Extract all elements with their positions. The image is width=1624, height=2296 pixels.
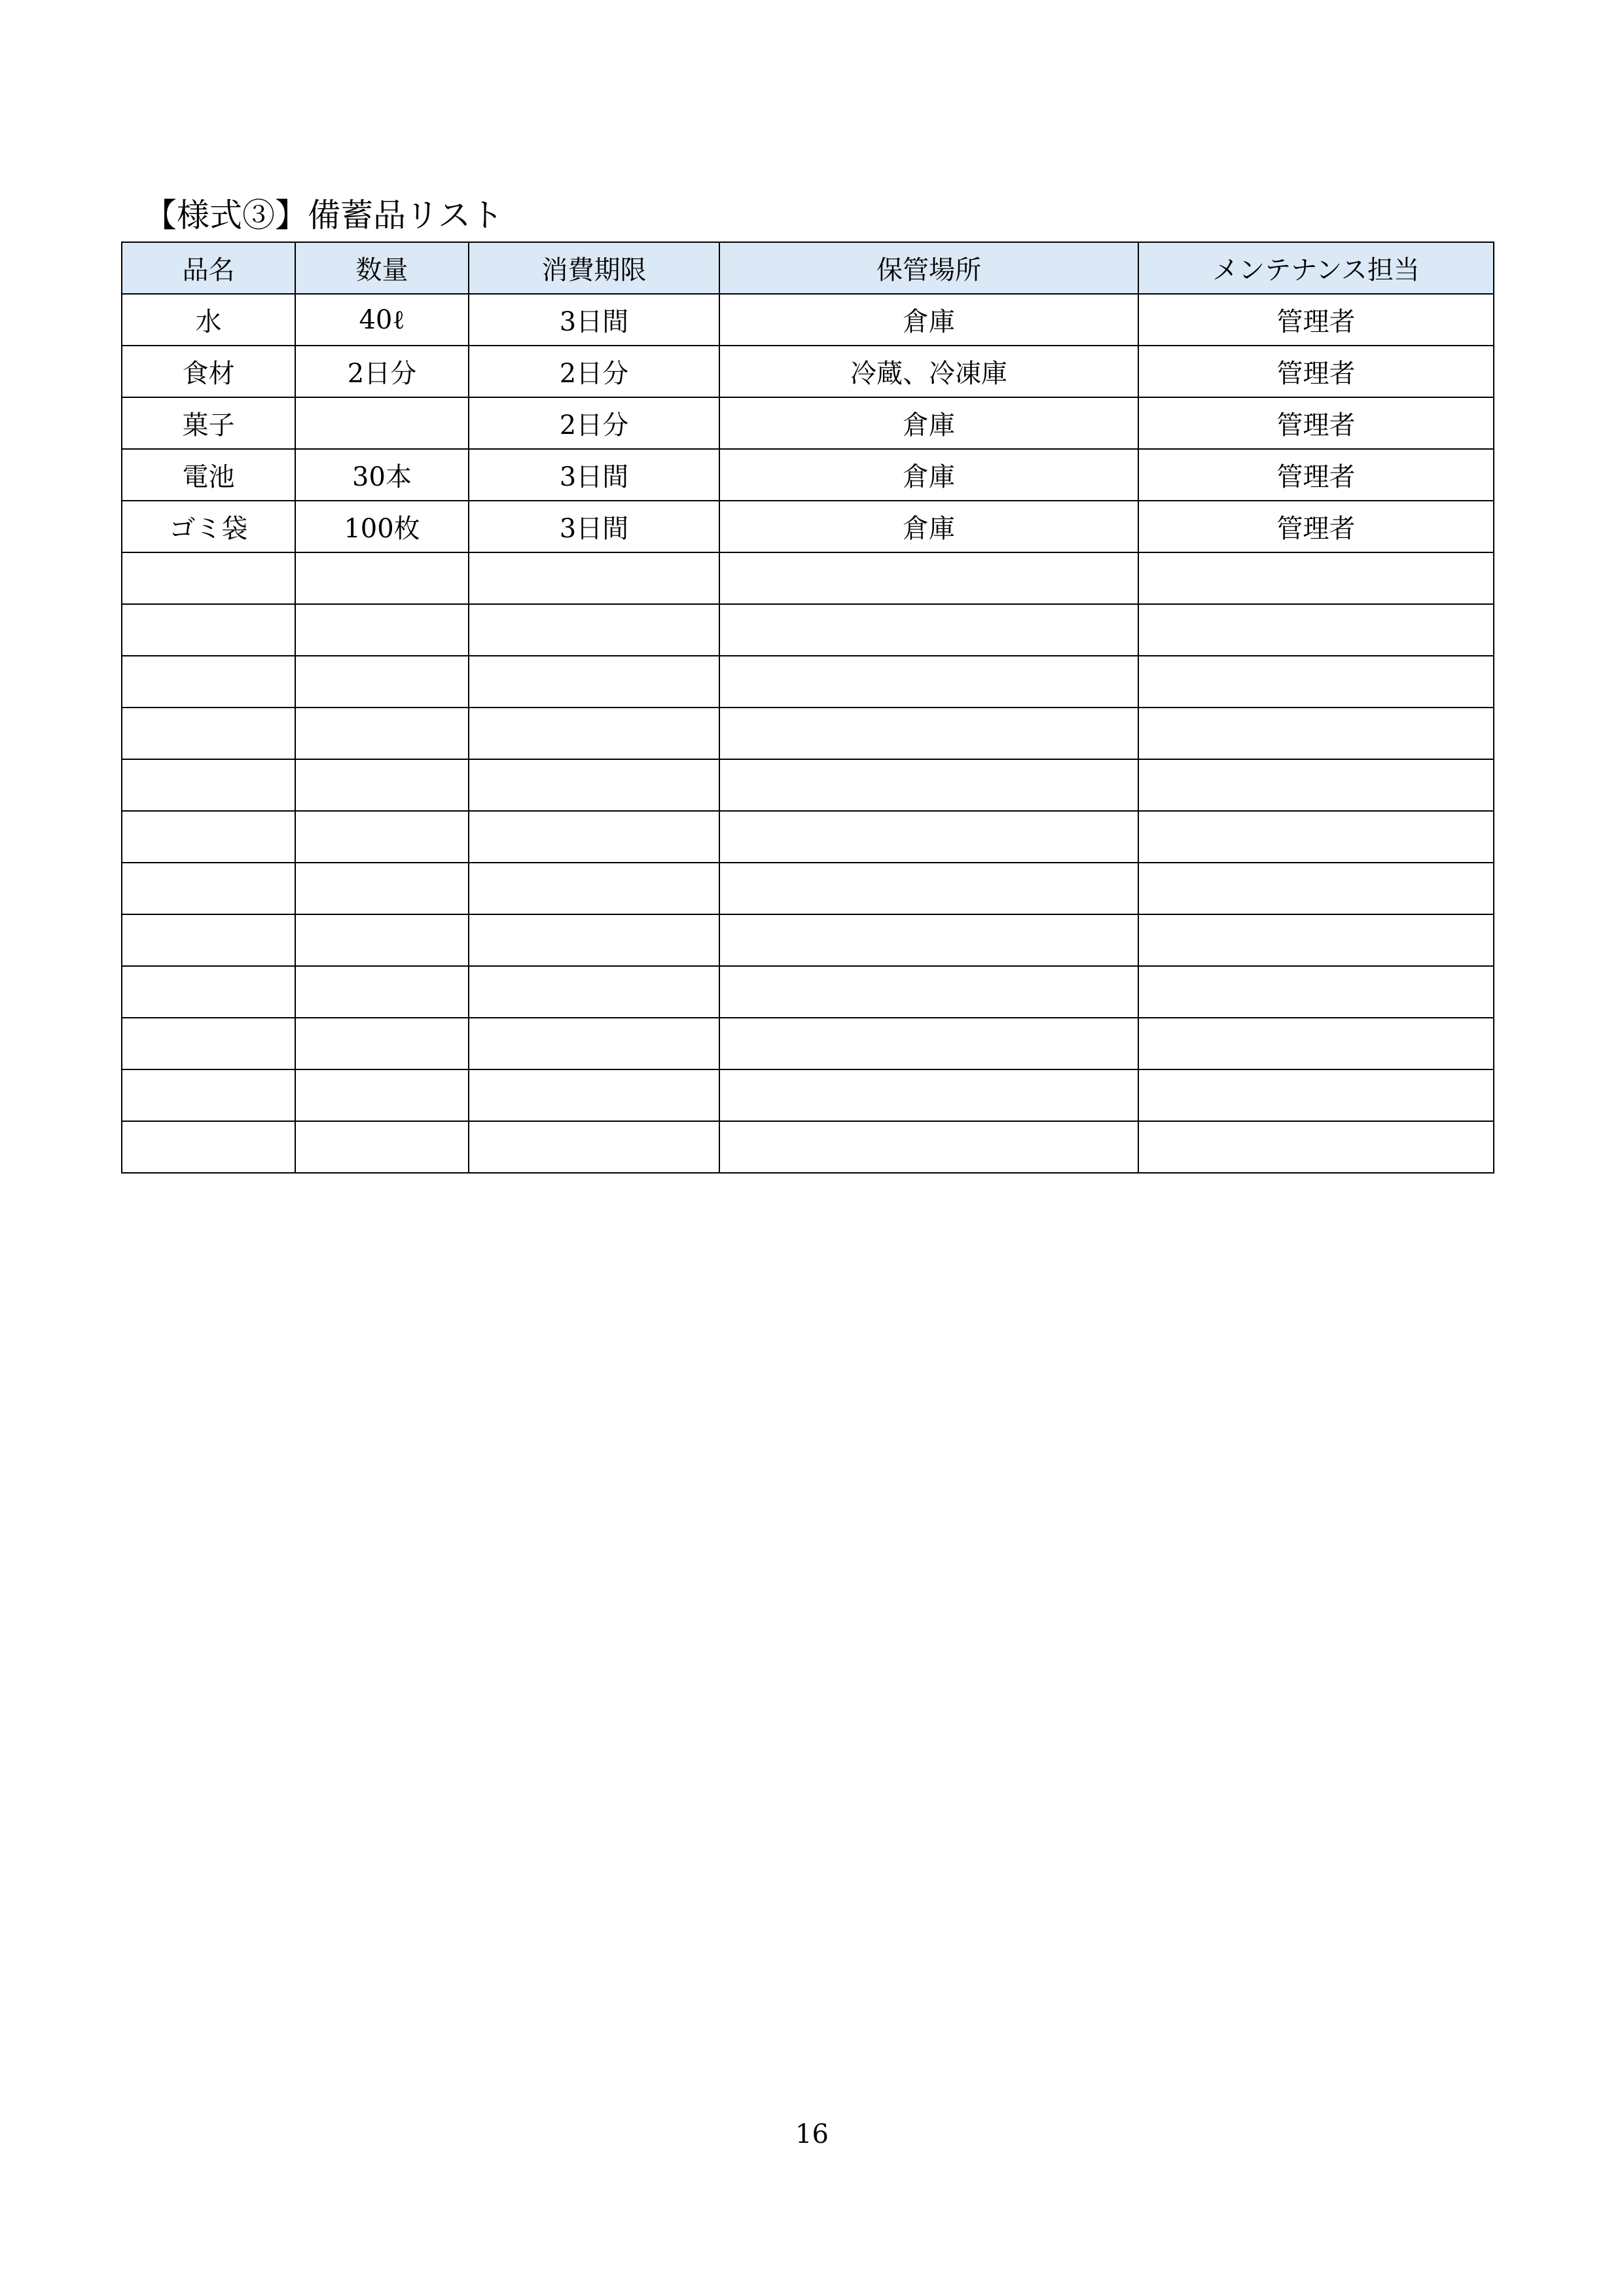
cell-maintenance-owner	[1138, 863, 1494, 914]
cell-expiry	[469, 1121, 719, 1173]
cell-maintenance-owner: 管理者	[1138, 294, 1494, 346]
table-row	[122, 501, 1494, 552]
cell-quantity	[295, 759, 469, 811]
cell-storage-location: 倉庫	[719, 294, 1138, 346]
cell-expiry	[469, 604, 719, 656]
cell-item-name: ゴミ袋	[122, 501, 295, 552]
cell-quantity	[295, 1018, 469, 1069]
table-row	[122, 914, 1494, 966]
cell-maintenance-owner	[1138, 1018, 1494, 1069]
cell-storage-location: 倉庫	[719, 501, 1138, 552]
cell-expiry	[469, 1069, 719, 1121]
cell-maintenance-owner	[1138, 1069, 1494, 1121]
cell-item-name: 電池	[122, 449, 295, 501]
cell-maintenance-owner	[1138, 552, 1494, 604]
stockpile-table	[121, 242, 1494, 1174]
cell-storage-location	[719, 1018, 1138, 1069]
cell-maintenance-owner: 管理者	[1138, 346, 1494, 397]
document-title: 【様式③】備蓄品リスト	[144, 196, 503, 234]
cell-storage-location	[719, 1121, 1138, 1173]
cell-quantity	[295, 397, 469, 449]
cell-expiry	[469, 708, 719, 759]
header-maintenance-owner: メンテナンス担当	[1138, 242, 1494, 294]
cell-storage-location	[719, 708, 1138, 759]
cell-quantity	[295, 914, 469, 966]
cell-item-name: 食材	[122, 346, 295, 397]
cell-quantity	[295, 863, 469, 914]
cell-quantity	[295, 708, 469, 759]
cell-expiry: 3日間	[469, 449, 719, 501]
cell-quantity	[295, 604, 469, 656]
table-row	[122, 449, 1494, 501]
table-row	[122, 1069, 1494, 1121]
cell-quantity: 30本	[295, 449, 469, 501]
cell-expiry	[469, 552, 719, 604]
cell-maintenance-owner: 管理者	[1138, 397, 1494, 449]
table-row	[122, 759, 1494, 811]
cell-expiry	[469, 863, 719, 914]
cell-quantity: 40ℓ	[295, 294, 469, 346]
cell-storage-location: 冷蔵、冷凍庫	[719, 346, 1138, 397]
cell-storage-location	[719, 863, 1138, 914]
cell-expiry	[469, 966, 719, 1018]
page-number: 16	[795, 2119, 829, 2149]
cell-quantity	[295, 656, 469, 708]
cell-storage-location	[719, 604, 1138, 656]
cell-quantity	[295, 1121, 469, 1173]
cell-quantity: 100枚	[295, 501, 469, 552]
cell-expiry: 3日間	[469, 294, 719, 346]
table-row	[122, 346, 1494, 397]
cell-expiry: 3日間	[469, 501, 719, 552]
table-row	[122, 397, 1494, 449]
cell-storage-location	[719, 1069, 1138, 1121]
cell-storage-location	[719, 811, 1138, 863]
header-expiry: 消費期限	[469, 242, 719, 294]
cell-item-name	[122, 914, 295, 966]
cell-storage-location	[719, 914, 1138, 966]
cell-quantity: 2日分	[295, 346, 469, 397]
cell-item-name	[122, 863, 295, 914]
table-header-row	[122, 242, 1494, 294]
cell-item-name	[122, 1018, 295, 1069]
cell-storage-location	[719, 656, 1138, 708]
cell-item-name	[122, 708, 295, 759]
cell-item-name	[122, 1069, 295, 1121]
table-row	[122, 708, 1494, 759]
cell-item-name	[122, 552, 295, 604]
cell-maintenance-owner	[1138, 1121, 1494, 1173]
cell-maintenance-owner: 管理者	[1138, 449, 1494, 501]
cell-expiry	[469, 1018, 719, 1069]
cell-quantity	[295, 552, 469, 604]
cell-item-name	[122, 1121, 295, 1173]
cell-expiry: 2日分	[469, 346, 719, 397]
cell-expiry: 2日分	[469, 397, 719, 449]
cell-quantity	[295, 811, 469, 863]
table-row	[122, 1121, 1494, 1173]
cell-expiry	[469, 811, 719, 863]
cell-maintenance-owner	[1138, 759, 1494, 811]
cell-item-name	[122, 656, 295, 708]
table-row	[122, 966, 1494, 1018]
table-row	[122, 811, 1494, 863]
header-quantity: 数量	[295, 242, 469, 294]
cell-maintenance-owner	[1138, 914, 1494, 966]
table-row	[122, 294, 1494, 346]
cell-maintenance-owner	[1138, 811, 1494, 863]
table-row	[122, 863, 1494, 914]
table-row	[122, 604, 1494, 656]
cell-expiry	[469, 914, 719, 966]
cell-maintenance-owner	[1138, 708, 1494, 759]
cell-item-name	[122, 604, 295, 656]
cell-item-name	[122, 811, 295, 863]
cell-quantity	[295, 966, 469, 1018]
cell-storage-location	[719, 966, 1138, 1018]
cell-maintenance-owner	[1138, 656, 1494, 708]
cell-maintenance-owner	[1138, 966, 1494, 1018]
table-row	[122, 1018, 1494, 1069]
cell-storage-location: 倉庫	[719, 397, 1138, 449]
cell-maintenance-owner: 管理者	[1138, 501, 1494, 552]
cell-quantity	[295, 1069, 469, 1121]
table-body	[122, 294, 1494, 1173]
cell-maintenance-owner	[1138, 604, 1494, 656]
cell-item-name	[122, 966, 295, 1018]
table-row	[122, 552, 1494, 604]
header-item-name: 品名	[122, 242, 295, 294]
cell-storage-location: 倉庫	[719, 449, 1138, 501]
cell-item-name: 菓子	[122, 397, 295, 449]
cell-expiry	[469, 656, 719, 708]
cell-expiry	[469, 759, 719, 811]
cell-item-name: 水	[122, 294, 295, 346]
header-storage-location: 保管場所	[719, 242, 1138, 294]
table-row	[122, 656, 1494, 708]
cell-storage-location	[719, 759, 1138, 811]
cell-item-name	[122, 759, 295, 811]
cell-storage-location	[719, 552, 1138, 604]
